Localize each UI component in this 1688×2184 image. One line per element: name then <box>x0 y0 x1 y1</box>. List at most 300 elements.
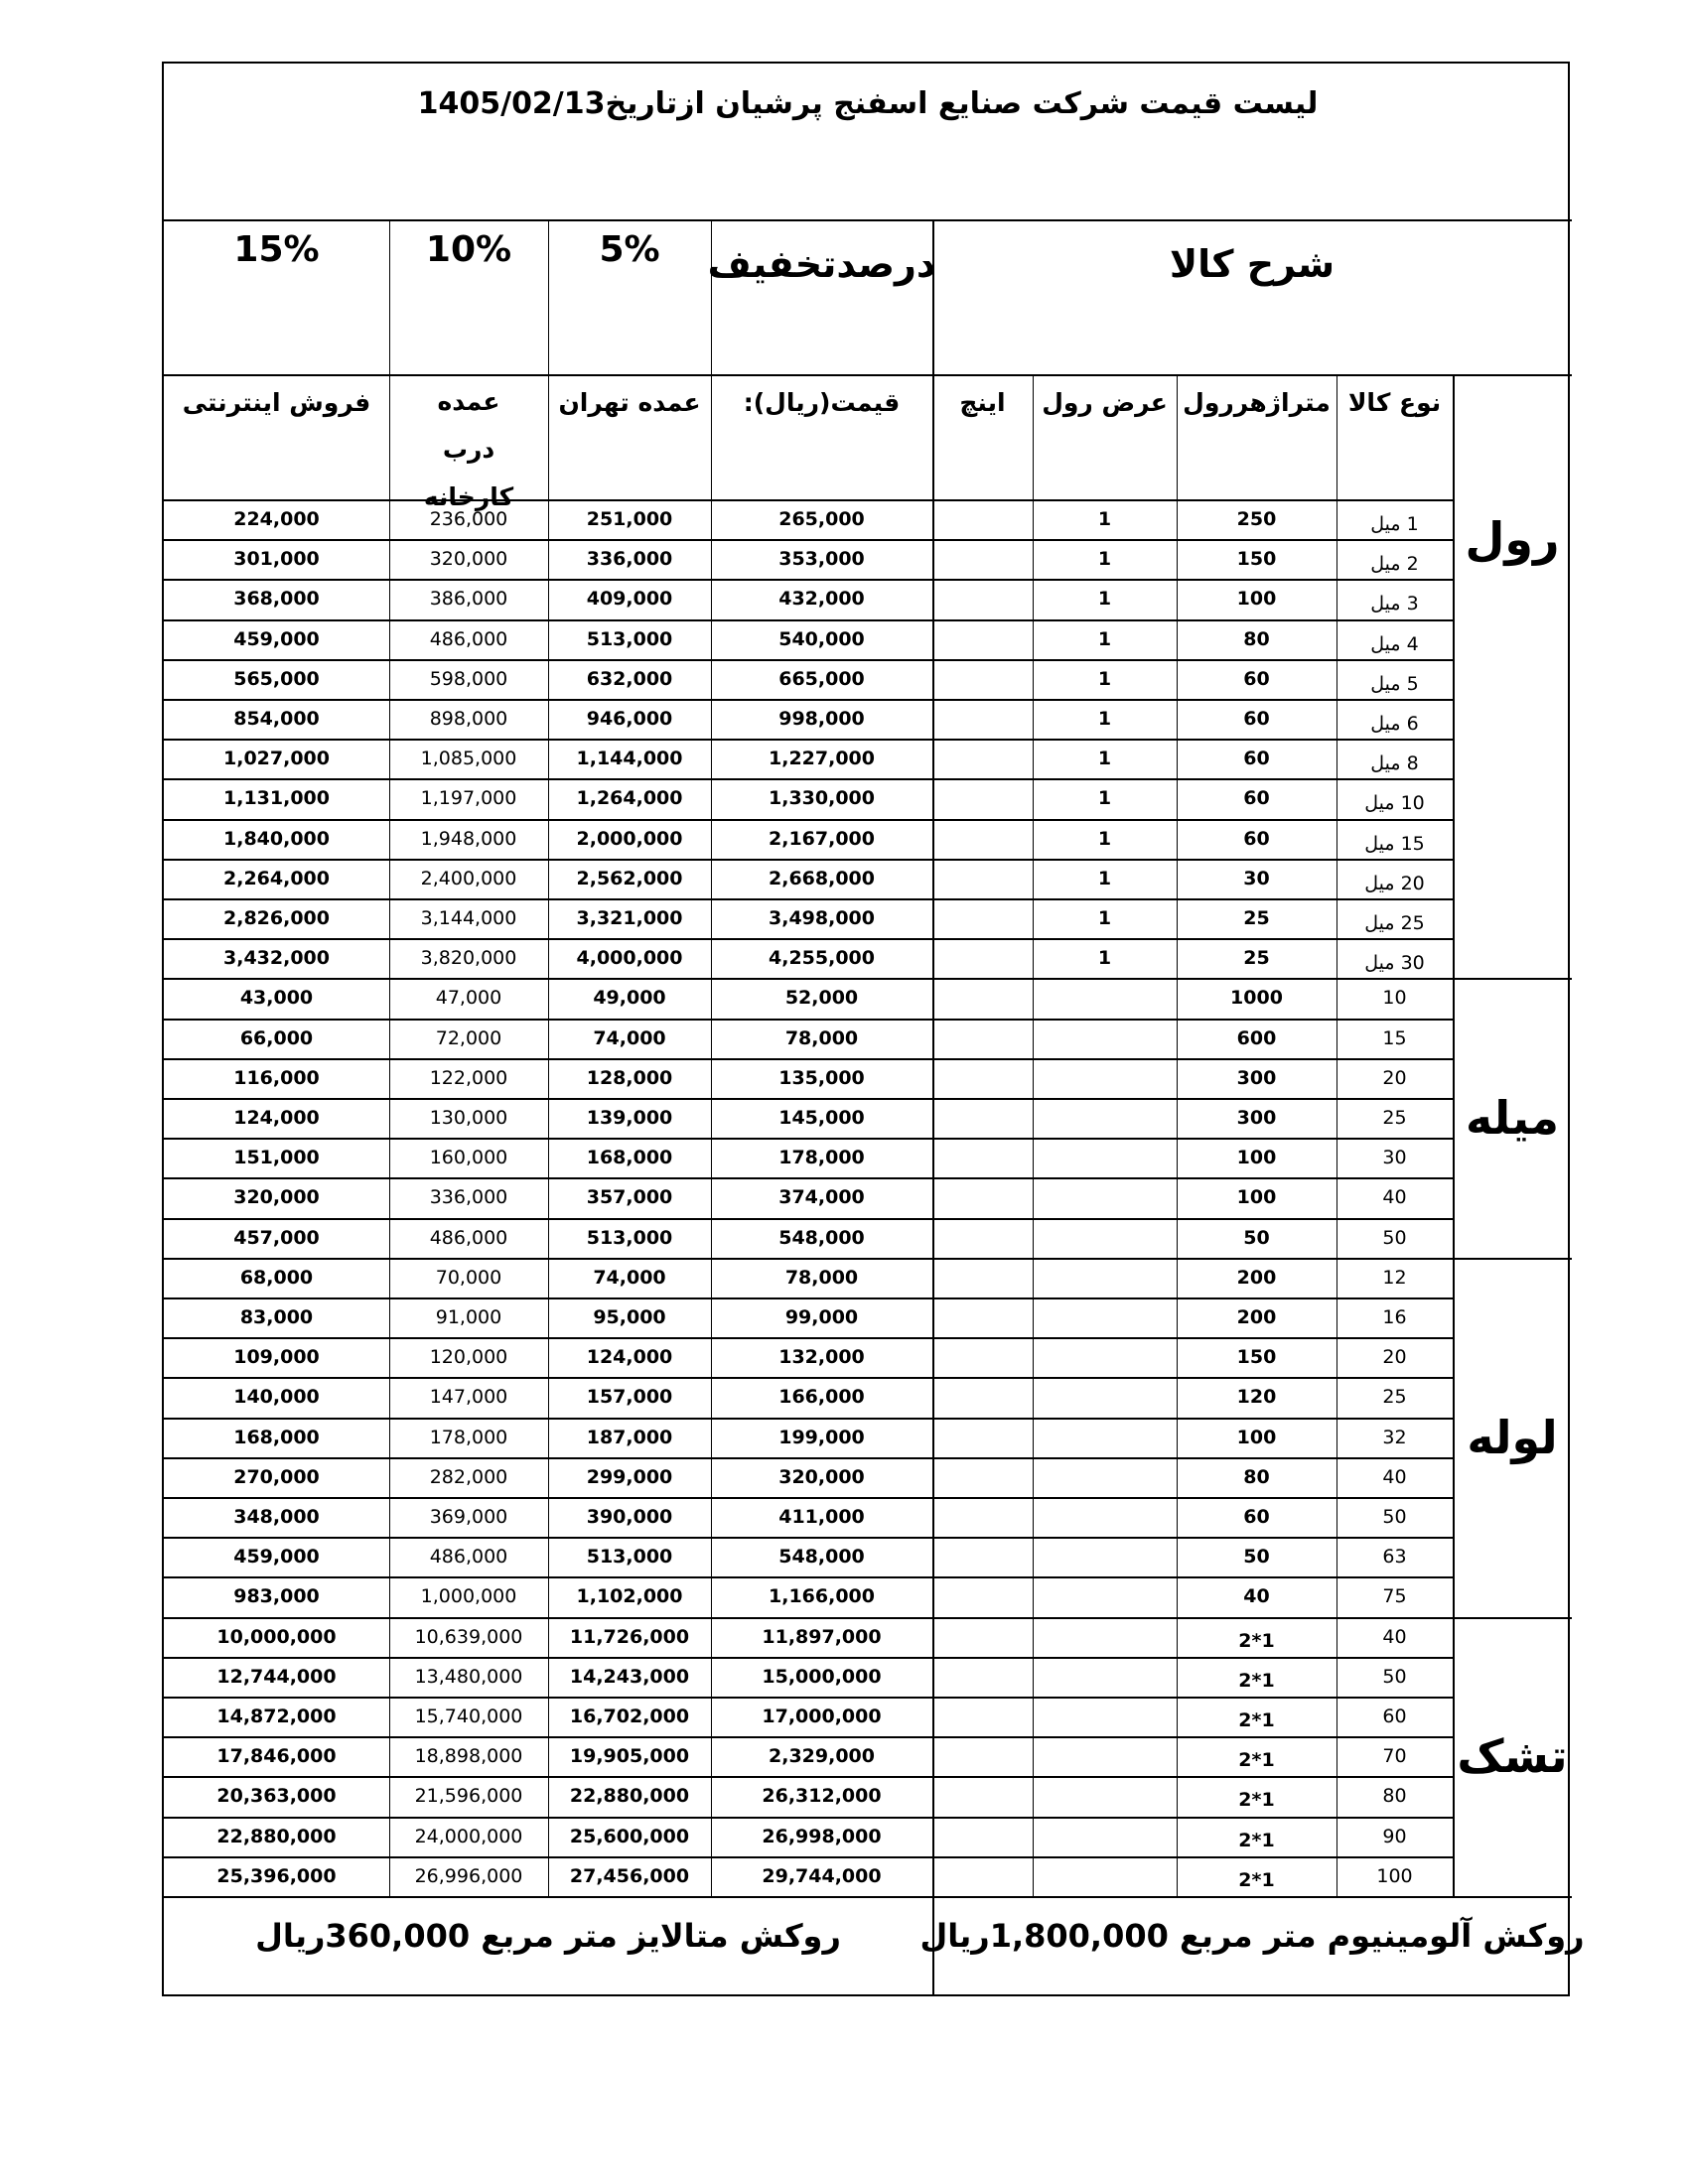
cell-area: 40 <box>1243 1585 1270 1608</box>
cell-width <box>1033 1019 1177 1058</box>
cell-type: 10 <box>1382 987 1407 1010</box>
group-label: میله <box>1466 1091 1559 1146</box>
column-divider <box>389 219 390 1896</box>
cell-online: 109,000 <box>233 1346 320 1369</box>
cell-type: 12 <box>1382 1266 1407 1289</box>
cell-area: 80 <box>1243 1465 1270 1488</box>
cell-inch <box>932 1457 1033 1497</box>
cell-width <box>1033 1617 1177 1657</box>
cell-tehran: 513,000 <box>586 627 673 650</box>
cell-factory: 91,000 <box>435 1306 502 1329</box>
cell-type: 20 میل <box>1364 872 1425 894</box>
cell-width <box>1033 1418 1177 1457</box>
cell-type: 25 <box>1382 1107 1407 1130</box>
column-divider <box>1177 374 1178 1896</box>
cell-online: 12,744,000 <box>216 1665 337 1688</box>
cell-price: 145,000 <box>778 1107 865 1130</box>
column-header-type: نوع کالا <box>1347 387 1442 417</box>
cell-price: 548,000 <box>778 1546 865 1569</box>
cell-width <box>1033 1377 1177 1417</box>
cell-tehran: 11,726,000 <box>569 1625 690 1648</box>
column-header-price: قیمت(ریال): <box>743 387 901 417</box>
aluminum-cover-price: روکش آلومینیوم متر مربع 1,800,000ریال <box>919 1917 1585 1955</box>
cell-inch <box>932 699 1033 739</box>
cell-price: 1,330,000 <box>769 787 875 810</box>
cell-inch <box>932 619 1033 659</box>
cell-price: 411,000 <box>778 1506 865 1529</box>
cell-area: 60 <box>1243 708 1270 731</box>
column-divider <box>1336 374 1337 1896</box>
cell-type: 4 میل <box>1370 632 1419 655</box>
cell-area: 60 <box>1243 827 1270 850</box>
cell-tehran: 128,000 <box>586 1066 673 1089</box>
cell-inch <box>932 579 1033 618</box>
cell-area: 60 <box>1243 667 1270 690</box>
cell-factory: 160,000 <box>429 1147 508 1169</box>
description-header: شرح کالا <box>1169 242 1336 286</box>
cell-type: 100 <box>1376 1864 1413 1887</box>
cell-online: 168,000 <box>233 1426 320 1448</box>
cell-online: 20,363,000 <box>216 1785 337 1808</box>
cell-inch <box>932 1377 1033 1417</box>
cell-tehran: 299,000 <box>586 1465 673 1488</box>
cell-inch <box>932 1817 1033 1856</box>
cell-online: 459,000 <box>233 627 320 650</box>
cell-type: 32 <box>1382 1426 1407 1448</box>
cell-factory: 130,000 <box>429 1107 508 1130</box>
cell-price: 78,000 <box>784 1266 859 1289</box>
cell-tehran: 74,000 <box>593 1266 666 1289</box>
cell-online: 565,000 <box>233 667 320 690</box>
cell-inch <box>932 1856 1033 1896</box>
discount-10-percent: 10% <box>425 228 512 270</box>
cell-inch <box>932 1418 1033 1457</box>
cell-width: 1 <box>1097 748 1112 770</box>
cell-inch <box>932 1617 1033 1657</box>
cell-tehran: 14,243,000 <box>569 1665 690 1688</box>
cell-factory: 898,000 <box>429 708 508 731</box>
cell-area: 100 <box>1236 588 1277 611</box>
column-header-factory: عمده درب کارخانه <box>423 387 514 511</box>
cell-price: 320,000 <box>778 1465 865 1488</box>
cell-online: 1,131,000 <box>223 787 330 810</box>
cell-tehran: 157,000 <box>586 1386 673 1409</box>
cell-price: 15,000,000 <box>762 1665 882 1688</box>
cell-width <box>1033 1297 1177 1337</box>
cell-type: 1 میل <box>1370 513 1419 536</box>
cell-width <box>1033 1058 1177 1098</box>
cell-tehran: 187,000 <box>586 1426 673 1448</box>
cell-inch <box>932 1337 1033 1377</box>
cell-width: 1 <box>1097 787 1112 810</box>
cell-inch <box>932 1098 1033 1138</box>
cell-width <box>1033 1697 1177 1736</box>
cell-online: 83,000 <box>239 1306 314 1329</box>
cell-inch <box>932 1177 1033 1217</box>
group-label: رول <box>1465 512 1560 566</box>
cell-factory: 70,000 <box>435 1266 502 1289</box>
cell-inch <box>932 1258 1033 1297</box>
cell-online: 17,846,000 <box>216 1745 337 1768</box>
cell-width: 1 <box>1097 588 1112 611</box>
cell-price: 166,000 <box>778 1386 865 1409</box>
cell-area: 200 <box>1236 1266 1277 1289</box>
cell-width <box>1033 1776 1177 1816</box>
column-header-inch: اینچ <box>959 387 1006 417</box>
cell-price: 540,000 <box>778 627 865 650</box>
cell-area: 200 <box>1236 1306 1277 1329</box>
cell-price: 78,000 <box>784 1026 859 1049</box>
cell-width <box>1033 1856 1177 1896</box>
cell-area: 1000 <box>1230 987 1283 1010</box>
cell-factory: 1,000,000 <box>420 1585 517 1608</box>
cell-price: 2,329,000 <box>769 1745 875 1768</box>
column-divider <box>1033 374 1034 1896</box>
cell-type: 40 <box>1382 1186 1407 1209</box>
cell-width: 1 <box>1097 548 1112 571</box>
cell-price: 26,998,000 <box>762 1825 882 1847</box>
cell-factory: 486,000 <box>429 1226 508 1249</box>
cell-type: 63 <box>1382 1546 1407 1569</box>
cell-type: 50 <box>1382 1506 1407 1529</box>
cell-factory: 1,197,000 <box>420 787 517 810</box>
column-divider <box>1453 374 1455 1896</box>
cell-price: 135,000 <box>778 1066 865 1089</box>
cell-width: 1 <box>1097 907 1112 930</box>
cell-factory: 369,000 <box>429 1506 508 1529</box>
cell-price: 1,227,000 <box>769 748 875 770</box>
column-header-tehran: عمده تهران <box>558 387 701 417</box>
cell-factory: 21,596,000 <box>414 1785 523 1808</box>
cell-area: 60 <box>1243 748 1270 770</box>
price-list-sheet <box>162 62 1585 1996</box>
cell-type: 25 میل <box>1364 912 1425 935</box>
cell-tehran: 1,264,000 <box>576 787 683 810</box>
cell-tehran: 16,702,000 <box>569 1706 690 1728</box>
cell-tehran: 95,000 <box>593 1306 666 1329</box>
discount-5-percent: 5% <box>599 228 660 270</box>
cell-factory: 10,639,000 <box>414 1625 523 1648</box>
cell-tehran: 25,600,000 <box>569 1825 690 1847</box>
cell-price: 26,312,000 <box>762 1785 882 1808</box>
cell-type: 8 میل <box>1370 752 1419 775</box>
cell-tehran: 2,000,000 <box>576 827 683 850</box>
cell-factory: 1,948,000 <box>420 827 517 850</box>
cell-area: 600 <box>1236 1026 1277 1049</box>
cell-online: 368,000 <box>233 588 320 611</box>
cell-width <box>1033 1576 1177 1616</box>
cell-tehran: 49,000 <box>593 987 666 1010</box>
cell-factory: 178,000 <box>429 1426 508 1448</box>
cell-width <box>1033 1337 1177 1377</box>
cell-online: 140,000 <box>233 1386 320 1409</box>
cell-price: 265,000 <box>778 508 865 531</box>
cell-type: 50 <box>1382 1665 1407 1688</box>
cell-area: 300 <box>1236 1107 1277 1130</box>
cell-type: 6 میل <box>1370 713 1419 736</box>
cell-tehran: 632,000 <box>586 667 673 690</box>
cell-online: 457,000 <box>233 1226 320 1249</box>
cell-online: 320,000 <box>233 1186 320 1209</box>
cell-price: 3,498,000 <box>769 907 875 930</box>
cell-online: 270,000 <box>233 1465 320 1488</box>
cell-width: 1 <box>1097 708 1112 731</box>
cell-width <box>1033 1098 1177 1138</box>
cell-inch <box>932 539 1033 579</box>
cell-area: 30 <box>1243 867 1270 889</box>
cell-price: 432,000 <box>778 588 865 611</box>
cell-price: 2,668,000 <box>769 867 875 889</box>
cell-tehran: 22,880,000 <box>569 1785 690 1808</box>
cell-width <box>1033 1177 1177 1217</box>
cell-width: 1 <box>1097 667 1112 690</box>
cell-factory: 147,000 <box>429 1386 508 1409</box>
cell-online: 151,000 <box>233 1147 320 1169</box>
cell-factory: 320,000 <box>429 548 508 571</box>
cell-price: 52,000 <box>784 987 859 1010</box>
cell-inch <box>932 499 1033 539</box>
cell-area: 250 <box>1236 508 1277 531</box>
cell-online: 301,000 <box>233 548 320 571</box>
cell-price: 17,000,000 <box>762 1706 882 1728</box>
cell-type: 15 میل <box>1364 832 1425 855</box>
cell-area: 120 <box>1236 1386 1277 1409</box>
cell-tehran: 74,000 <box>593 1026 666 1049</box>
cell-factory: 598,000 <box>429 667 508 690</box>
cell-area: 50 <box>1243 1226 1270 1249</box>
cell-area: 300 <box>1236 1066 1277 1089</box>
cell-type: 50 <box>1382 1226 1407 1249</box>
cell-type: 40 <box>1382 1625 1407 1648</box>
cell-factory: 386,000 <box>429 588 508 611</box>
cell-type: 30 میل <box>1364 952 1425 975</box>
cell-inch <box>932 819 1033 859</box>
cell-price: 998,000 <box>778 708 865 731</box>
cell-online: 22,880,000 <box>216 1825 337 1847</box>
cell-price: 132,000 <box>778 1346 865 1369</box>
column-divider <box>548 219 549 1896</box>
cell-type: 10 میل <box>1364 792 1425 815</box>
cell-area: 2*1 <box>1238 1829 1275 1851</box>
cell-width: 1 <box>1097 508 1112 531</box>
cell-area: 2*1 <box>1238 1709 1275 1732</box>
cell-inch <box>932 898 1033 938</box>
cell-online: 224,000 <box>233 508 320 531</box>
cell-inch <box>932 1019 1033 1058</box>
discount-label: درصدتخفیف <box>707 242 936 286</box>
cell-price: 29,744,000 <box>762 1864 882 1887</box>
cell-online: 1,840,000 <box>223 827 330 850</box>
cell-width <box>1033 1258 1177 1297</box>
cell-online: 2,264,000 <box>223 867 330 889</box>
cell-price: 11,897,000 <box>762 1625 882 1648</box>
cell-width <box>1033 1657 1177 1697</box>
cell-price: 2,167,000 <box>769 827 875 850</box>
cell-price: 199,000 <box>778 1426 865 1448</box>
cell-width <box>1033 1817 1177 1856</box>
cell-factory: 24,000,000 <box>414 1825 523 1847</box>
cell-inch <box>932 1736 1033 1776</box>
cell-online: 854,000 <box>233 708 320 731</box>
metallized-cover-price: روکش متالایز متر مربع 360,000ریال <box>255 1917 841 1955</box>
cell-online: 116,000 <box>233 1066 320 1089</box>
cell-factory: 2,400,000 <box>420 867 517 889</box>
cell-type: 70 <box>1382 1745 1407 1768</box>
cell-inch <box>932 1576 1033 1616</box>
cell-online: 2,826,000 <box>223 907 330 930</box>
cell-inch <box>932 1697 1033 1736</box>
cell-area: 50 <box>1243 1546 1270 1569</box>
cell-tehran: 513,000 <box>586 1226 673 1249</box>
cell-type: 2 میل <box>1370 553 1419 576</box>
column-header-online: فروش اینترنتی <box>182 387 371 417</box>
cell-type: 16 <box>1382 1306 1407 1329</box>
cell-type: 60 <box>1382 1706 1407 1728</box>
cell-inch <box>932 739 1033 778</box>
cell-type: 20 <box>1382 1346 1407 1369</box>
column-header-width: عرض رول <box>1042 387 1168 417</box>
cell-width <box>1033 1138 1177 1177</box>
cell-inch <box>932 1297 1033 1337</box>
cell-tehran: 1,102,000 <box>576 1585 683 1608</box>
cell-area: 2*1 <box>1238 1669 1275 1692</box>
cell-area: 60 <box>1243 1506 1270 1529</box>
cell-width <box>1033 1736 1177 1776</box>
cell-tehran: 251,000 <box>586 508 673 531</box>
cell-factory: 3,820,000 <box>420 947 517 970</box>
cell-tehran: 357,000 <box>586 1186 673 1209</box>
cell-type: 30 <box>1382 1147 1407 1169</box>
cell-factory: 1,085,000 <box>420 748 517 770</box>
cell-factory: 282,000 <box>429 1465 508 1488</box>
cell-online: 983,000 <box>233 1585 320 1608</box>
cell-width: 1 <box>1097 867 1112 889</box>
cell-area: 150 <box>1236 1346 1277 1369</box>
cell-type: 90 <box>1382 1825 1407 1847</box>
cell-width <box>1033 1218 1177 1258</box>
cell-width: 1 <box>1097 827 1112 850</box>
column-header-area: متراژهررول <box>1183 387 1331 417</box>
cell-price: 353,000 <box>778 548 865 571</box>
cell-type: 80 <box>1382 1785 1407 1808</box>
cell-online: 1,027,000 <box>223 748 330 770</box>
cell-tehran: 409,000 <box>586 588 673 611</box>
cell-area: 60 <box>1243 787 1270 810</box>
cell-online: 459,000 <box>233 1546 320 1569</box>
cell-factory: 236,000 <box>429 508 508 531</box>
cell-inch <box>932 1138 1033 1177</box>
cell-factory: 13,480,000 <box>414 1665 523 1688</box>
discount-15-percent: 15% <box>233 228 320 270</box>
cell-tehran: 124,000 <box>586 1346 673 1369</box>
cell-width <box>1033 1497 1177 1537</box>
cell-inch <box>932 859 1033 898</box>
cell-area: 100 <box>1236 1147 1277 1169</box>
cell-inch <box>932 1058 1033 1098</box>
cell-online: 3,432,000 <box>223 947 330 970</box>
cell-inch <box>932 978 1033 1018</box>
cell-tehran: 1,144,000 <box>576 748 683 770</box>
cell-width: 1 <box>1097 947 1112 970</box>
cell-area: 25 <box>1243 907 1270 930</box>
cell-tehran: 4,000,000 <box>576 947 683 970</box>
cell-area: 2*1 <box>1238 1789 1275 1812</box>
cell-online: 10,000,000 <box>216 1625 337 1648</box>
column-divider <box>932 219 934 1996</box>
cell-price: 1,166,000 <box>769 1585 875 1608</box>
cell-inch <box>932 1218 1033 1258</box>
cell-area: 80 <box>1243 627 1270 650</box>
cell-inch <box>932 659 1033 699</box>
cell-tehran: 139,000 <box>586 1107 673 1130</box>
cell-factory: 47,000 <box>435 987 502 1010</box>
cell-factory: 486,000 <box>429 627 508 650</box>
cell-width: 1 <box>1097 627 1112 650</box>
cell-tehran: 336,000 <box>586 548 673 571</box>
cell-factory: 18,898,000 <box>414 1745 523 1768</box>
cell-inch <box>932 1776 1033 1816</box>
page-title: لیست قیمت شرکت صنایع اسفنج پرشیان ازتاریخ1405/02/13 <box>417 85 1319 121</box>
cell-price: 4,255,000 <box>769 947 875 970</box>
cell-online: 43,000 <box>239 987 314 1010</box>
cell-price: 178,000 <box>778 1147 865 1169</box>
group-label: تشک <box>1457 1729 1568 1784</box>
cell-type: 3 میل <box>1370 593 1419 615</box>
cell-type: 40 <box>1382 1465 1407 1488</box>
cell-area: 100 <box>1236 1186 1277 1209</box>
cell-factory: 120,000 <box>429 1346 508 1369</box>
cell-area: 150 <box>1236 548 1277 571</box>
cell-type: 5 میل <box>1370 672 1419 695</box>
cell-price: 374,000 <box>778 1186 865 1209</box>
cell-factory: 336,000 <box>429 1186 508 1209</box>
cell-inch <box>932 1537 1033 1576</box>
cell-width <box>1033 1457 1177 1497</box>
cell-type: 75 <box>1382 1585 1407 1608</box>
cell-inch <box>932 938 1033 978</box>
cell-factory: 15,740,000 <box>414 1706 523 1728</box>
cell-factory: 3,144,000 <box>420 907 517 930</box>
cell-tehran: 2,562,000 <box>576 867 683 889</box>
cell-factory: 122,000 <box>429 1066 508 1089</box>
cell-area: 25 <box>1243 947 1270 970</box>
cell-online: 68,000 <box>239 1266 314 1289</box>
cell-tehran: 3,321,000 <box>576 907 683 930</box>
cell-online: 66,000 <box>239 1026 314 1049</box>
cell-inch <box>932 778 1033 818</box>
cell-width <box>1033 1537 1177 1576</box>
cell-tehran: 390,000 <box>586 1506 673 1529</box>
column-divider <box>711 219 712 1896</box>
cell-price: 548,000 <box>778 1226 865 1249</box>
cell-tehran: 946,000 <box>586 708 673 731</box>
cell-tehran: 168,000 <box>586 1147 673 1169</box>
cell-tehran: 19,905,000 <box>569 1745 690 1768</box>
cell-area: 2*1 <box>1238 1749 1275 1772</box>
cell-tehran: 27,456,000 <box>569 1864 690 1887</box>
group-label: لوله <box>1467 1410 1558 1464</box>
cell-type: 20 <box>1382 1066 1407 1089</box>
cell-online: 124,000 <box>233 1107 320 1130</box>
cell-online: 14,872,000 <box>216 1706 337 1728</box>
cell-online: 25,396,000 <box>216 1864 337 1887</box>
cell-factory: 486,000 <box>429 1546 508 1569</box>
cell-price: 99,000 <box>784 1306 859 1329</box>
cell-price: 665,000 <box>778 667 865 690</box>
cell-area: 2*1 <box>1238 1629 1275 1652</box>
cell-type: 15 <box>1382 1026 1407 1049</box>
cell-factory: 72,000 <box>435 1026 502 1049</box>
